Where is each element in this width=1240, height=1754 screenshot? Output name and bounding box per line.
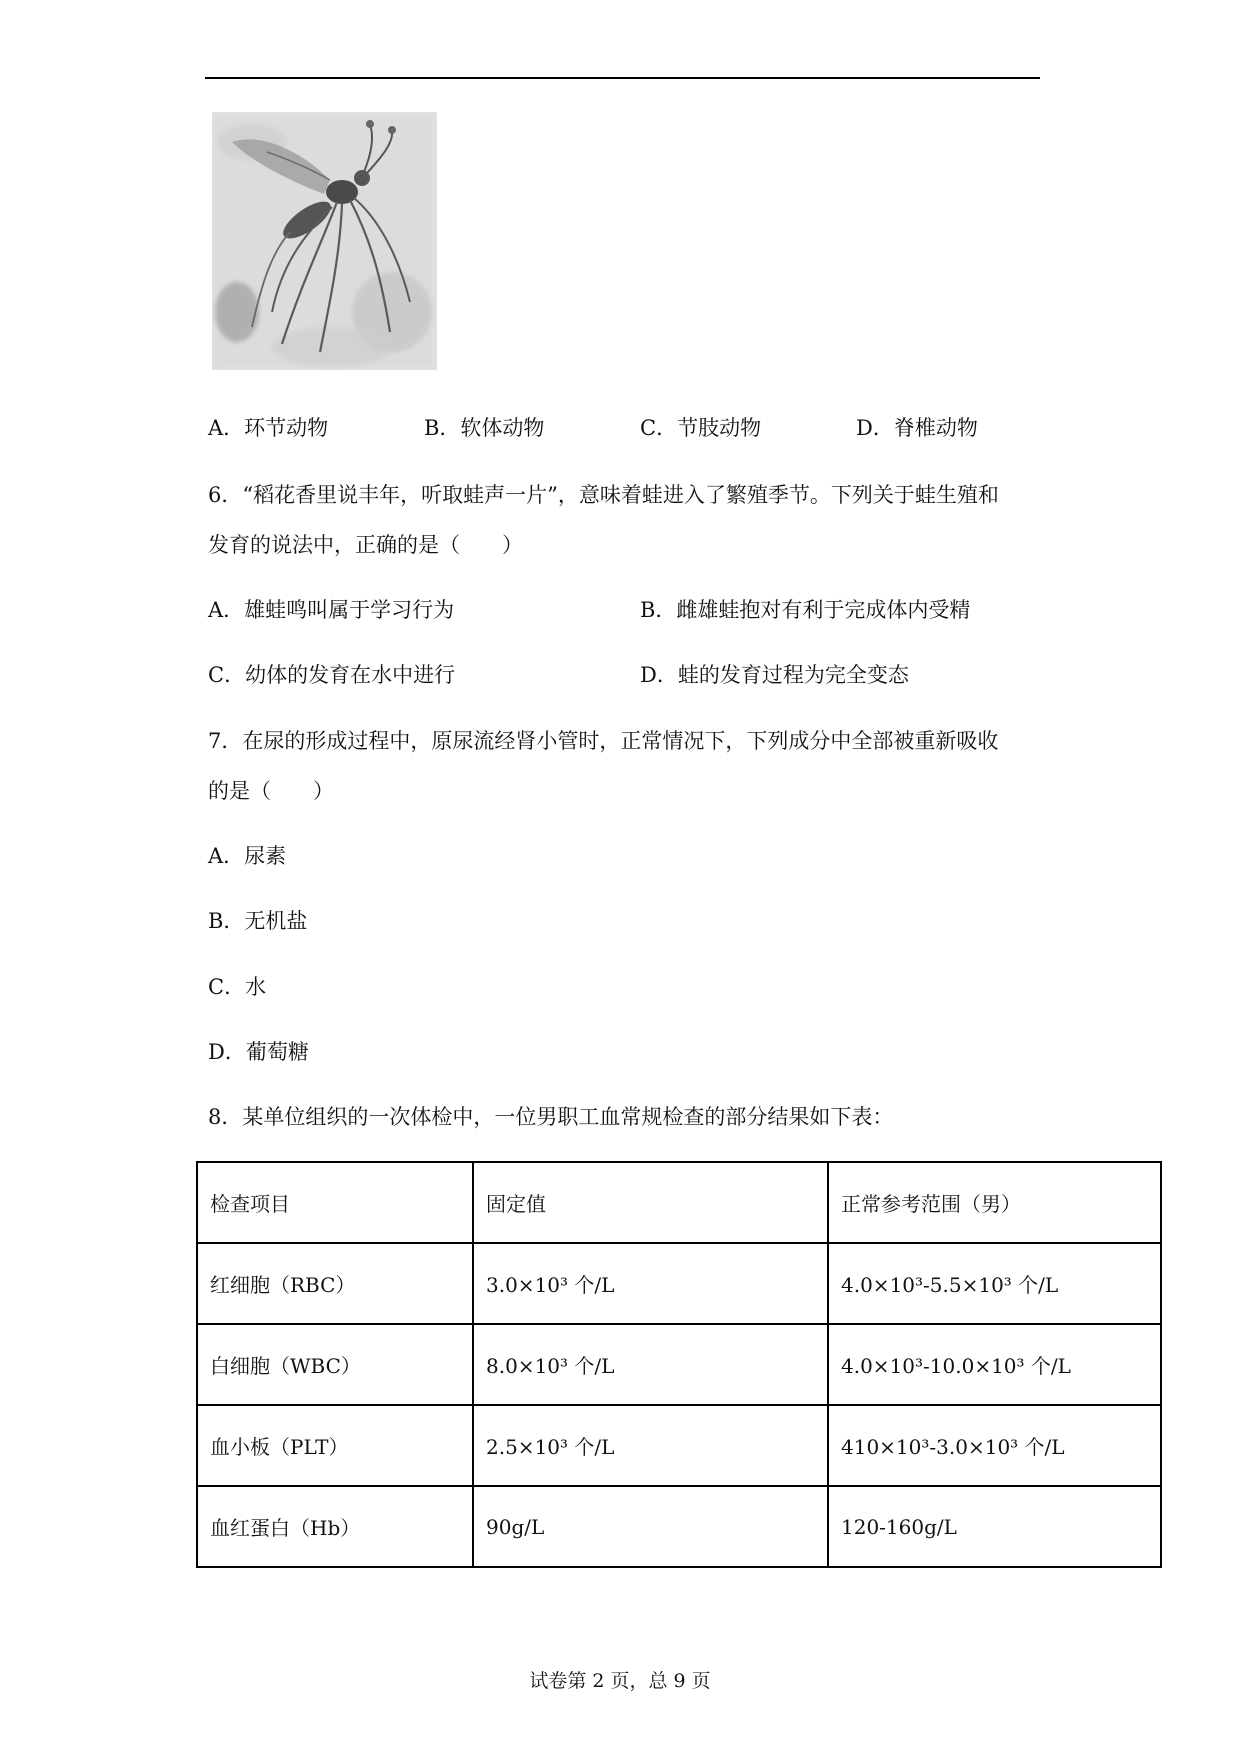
q6-option-c[interactable]: C．幼体的发育在水中进行	[208, 663, 456, 687]
q7-option-d[interactable]: D．葡萄糖	[208, 1040, 309, 1064]
table-cell: 410×10³-3.0×10³ 个/L	[828, 1405, 1161, 1486]
table-header-cell: 固定值	[473, 1162, 828, 1243]
q6-stem-line2: 发育的说法中，正确的是（ ）	[208, 533, 523, 557]
q6-stem-line1: 6．“稻花香里说丰年，听取蛙声一片”，意味着蛙进入了繁殖季节。下列关于蛙生殖和	[208, 483, 999, 507]
q7-option-c[interactable]: C．水	[208, 975, 267, 999]
table-cell: 120-160g/L	[828, 1486, 1161, 1567]
table-row	[197, 1486, 1161, 1567]
table-cell: 白细胞（WBC）	[197, 1324, 473, 1405]
q5-option-a[interactable]: A．环节动物	[208, 416, 329, 440]
table-cell: 血小板（PLT）	[197, 1405, 473, 1486]
page-footer: 试卷第 2 页，总 9 页	[529, 1670, 711, 1692]
q7-stem-line2: 的是（ ）	[208, 779, 334, 803]
q5-option-d[interactable]: D．脊椎动物	[856, 416, 978, 440]
q6-option-a[interactable]: A．雄蛙鸣叫属于学习行为	[208, 598, 455, 622]
table-cell: 3.0×10³ 个/L	[473, 1243, 828, 1324]
table-cell: 红细胞（RBC）	[197, 1243, 473, 1324]
q7-option-b[interactable]: B．无机盐	[208, 909, 308, 933]
q7-stem-line1: 7．在尿的形成过程中，原尿流经肾小管时，正常情况下，下列成分中全部被重新吸收	[208, 729, 999, 753]
table-cell: 90g/L	[473, 1486, 828, 1567]
table-row	[197, 1324, 1161, 1405]
table-cell: 4.0×10³-10.0×10³ 个/L	[828, 1324, 1161, 1405]
header-rule	[205, 77, 1040, 79]
table-row	[197, 1405, 1161, 1486]
blood-test-table	[196, 1161, 1160, 1568]
q8-stem: 8．某单位组织的一次体检中，一位男职工血常规检查的部分结果如下表：	[208, 1105, 894, 1129]
table-cell: 4.0×10³-5.5×10³ 个/L	[828, 1243, 1161, 1324]
table-row	[197, 1243, 1161, 1324]
table-cell: 8.0×10³ 个/L	[473, 1324, 828, 1405]
q7-option-a[interactable]: A．尿素	[208, 844, 287, 868]
insect-photo-icon	[212, 112, 437, 370]
q6-option-d[interactable]: D．蛙的发育过程为完全变态	[640, 663, 909, 687]
q5-option-b[interactable]: B．软体动物	[424, 416, 545, 440]
table-cell: 血红蛋白（Hb）	[197, 1486, 473, 1567]
table-header-cell: 检查项目	[197, 1162, 473, 1243]
q6-option-b[interactable]: B．雌雄蛙抱对有利于完成体内受精	[640, 598, 971, 622]
table-cell: 2.5×10³ 个/L	[473, 1405, 828, 1486]
table-header-cell: 正常参考范围（男）	[828, 1162, 1161, 1243]
q5-option-c[interactable]: C．节肢动物	[640, 416, 762, 440]
table-header-row	[197, 1162, 1161, 1243]
